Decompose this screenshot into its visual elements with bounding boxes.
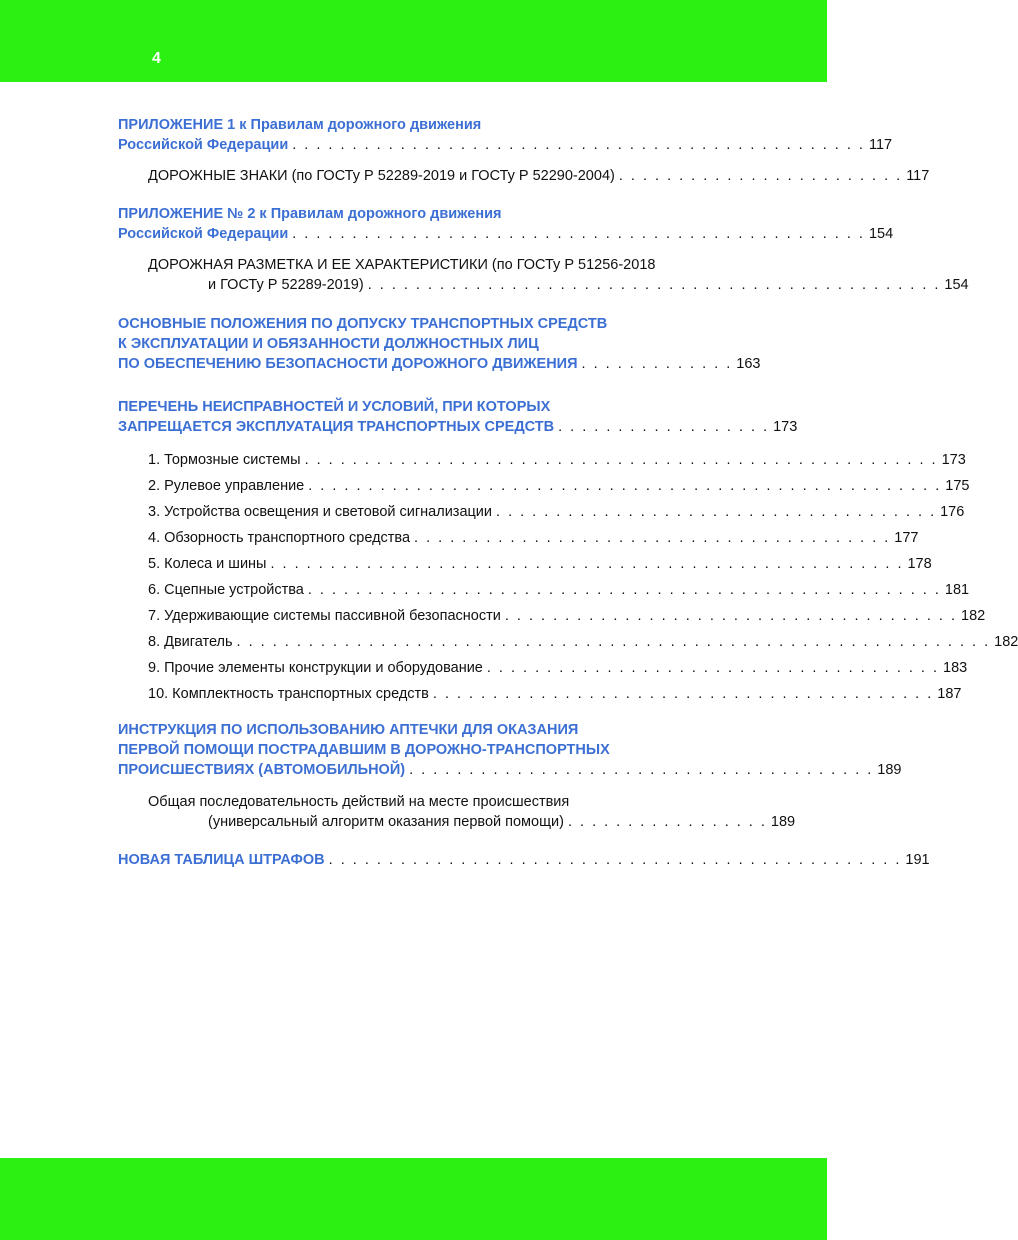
toc-entry[interactable] (148, 632, 1018, 652)
toc-entry-page: 154 (944, 277, 969, 293)
toc-entry-page: 182 (961, 608, 986, 624)
leader-dots: . . . . . . . . . . . . . . . . . . . . . . . . . . . . . . . . . . . . . . (504, 608, 957, 624)
toc-entry-title: ЗАПРЕЩАЕТСЯ ЭКСПЛУАТАЦИЯ ТРАНСПОРТНЫХ СРЕДСТВ (118, 419, 555, 435)
toc-entry-page: 173 (773, 419, 798, 435)
toc-entry-page: 173 (941, 452, 966, 468)
toc-entry-page: 175 (945, 478, 970, 494)
leader-dots: . . . . . . . . . . . . . . . . . . . . . . . . . . . . . . . . . . . . . . . . . . . . . . . . (292, 137, 865, 153)
toc-entry-title: Российской Федерации (118, 226, 289, 242)
toc-entry-title: 5. Колеса и шины (148, 556, 267, 572)
toc-entry-title: ДОРОЖНЫЕ ЗНАКИ (по ГОСТу Р 52289-2019 и ГОСТу Р 52290-2004) (148, 168, 615, 184)
toc-entry[interactable] (148, 684, 962, 704)
toc-entry-page: 189 (877, 762, 902, 778)
toc-entry-page: 154 (868, 226, 894, 242)
toc-entry[interactable] (148, 606, 986, 626)
toc-entry-page: 189 (770, 814, 796, 830)
toc-heading-line: ПЕРВОЙ ПОМОЩИ ПОСТРАДАВШИМ В ДОРОЖНО-ТРАНСПОРТНЫХ (118, 742, 610, 758)
toc-entry[interactable] (208, 275, 969, 295)
leader-dots: . . . . . . . . . . . . . . . . . . . . . . . . . . . . . . . . . . . . . . . . . . . . . . . . (367, 277, 941, 293)
toc-entry[interactable] (118, 224, 894, 244)
toc-entry-title: 2. Рулевое управление (148, 478, 305, 494)
toc-entry[interactable] (148, 476, 970, 496)
toc-entry-title: 8. Двигатель (148, 634, 233, 650)
toc-entry-title: 7. Удерживающие системы пассивной безопасности (148, 608, 501, 624)
toc-entry-page: 181 (944, 582, 970, 598)
leader-dots: . . . . . . . . . . . . . . . . . . . . . . . . . . . . . . . . . . . . . . . . . . . . . . . . . . . . . (307, 582, 941, 598)
page-number: 4 (152, 50, 161, 67)
toc-entry[interactable] (148, 554, 932, 574)
toc-entry-title: 1. Тормозные системы (148, 452, 301, 468)
toc-entry[interactable] (148, 450, 966, 470)
toc-heading-line: ОСНОВНЫЕ ПОЛОЖЕНИЯ ПО ДОПУСКУ ТРАНСПОРТНЫХ СРЕДСТВ (118, 316, 608, 332)
toc-heading-line: ПЕРЕЧЕНЬ НЕИСПРАВНОСТЕЙ И УСЛОВИЙ, ПРИ КОТОРЫХ (118, 399, 551, 415)
toc-entry[interactable] (118, 417, 798, 437)
toc-entry-page: 163 (736, 356, 761, 372)
toc-entry[interactable] (208, 812, 796, 832)
toc-entry[interactable] (148, 528, 919, 548)
leader-dots: . . . . . . . . . . . . . . . . . . . . . . . . . . . . . . . . . . . . . . . (409, 762, 874, 778)
toc-entry-title: и ГОСТу Р 52289-2019) (208, 277, 364, 293)
leader-dots: . . . . . . . . . . . . . . . . . . . . . . . . . . . . . . . . . . . . . . . . . . (432, 686, 934, 702)
toc-heading-line: ПРИЛОЖЕНИЕ № 2 к Правилам дорожного движения (118, 206, 502, 222)
toc-entry-title: Российской Федерации (118, 137, 289, 153)
toc-entry-page: 117 (868, 137, 893, 153)
toc-entry-title: НОВАЯ ТАБЛИЦА ШТРАФОВ (118, 852, 325, 868)
toc-entry-page: 191 (905, 852, 930, 868)
toc-entry[interactable] (148, 502, 965, 522)
toc-entry[interactable] (148, 658, 968, 678)
bottom-green-band (0, 1158, 827, 1240)
toc-entry[interactable] (148, 166, 930, 186)
toc-entry-page: 178 (907, 556, 932, 572)
toc-entry[interactable] (148, 580, 970, 600)
toc-entry-title: ПРОИСШЕСТВИЯХ (АВТОМОБИЛЬНОЙ) (118, 762, 406, 778)
toc-entry-page: 177 (894, 530, 919, 546)
toc-entry-title: 4. Обзорность транспортного средства (148, 530, 411, 546)
toc-entry-page: 183 (943, 660, 968, 676)
toc-entry[interactable] (118, 850, 930, 870)
toc-entry[interactable] (118, 135, 893, 155)
leader-dots: . . . . . . . . . . . . . . . . . . . . . . . . . . . . . . . . . . . . . . . . . . . . . . . . . . . . . (304, 452, 938, 468)
leader-dots: . . . . . . . . . . . . . (581, 356, 733, 372)
toc-subentry-line: Общая последовательность действий на месте происшествия (148, 794, 570, 810)
leader-dots: . . . . . . . . . . . . . . . . . . . . . . . . . . . . . . . . . . . . . . . . (414, 530, 891, 546)
toc-entry-page: 117 (906, 168, 930, 184)
toc-entry-page: 182 (994, 634, 1018, 650)
toc-entry-title: 3. Устройства освещения и световой сигнализации (148, 504, 493, 520)
toc-entry-title: 6. Сцепные устройства (148, 582, 304, 598)
toc-entry[interactable] (118, 354, 761, 374)
leader-dots: . . . . . . . . . . . . . . . . . (567, 814, 767, 830)
toc-entry-title: ПО ОБЕСПЕЧЕНИЮ БЕЗОПАСНОСТИ ДОРОЖНОГО ДВИЖЕНИЯ (118, 356, 578, 372)
toc-heading-line: ПРИЛОЖЕНИЕ 1 к Правилам дорожного движения (118, 117, 482, 133)
toc-heading-line: ИНСТРУКЦИЯ ПО ИСПОЛЬЗОВАНИЮ АПТЕЧКИ ДЛЯ ОКАЗАНИЯ (118, 722, 579, 738)
toc-entry[interactable] (118, 760, 902, 780)
leader-dots: . . . . . . . . . . . . . . . . . . . . . . . . . . . . . . . . . . . . . . . . . . . . . . . . (328, 852, 902, 868)
toc-heading-line: К ЭКСПЛУАТАЦИИ И ОБЯЗАННОСТИ ДОЛЖНОСТНЫХ ЛИЦ (118, 336, 539, 352)
leader-dots: . . . . . . . . . . . . . . . . . . . . . . . . (618, 168, 903, 184)
toc-subentry-line: ДОРОЖНАЯ РАЗМЕТКА И ЕЕ ХАРАКТЕРИСТИКИ (по ГОСТу Р 51256-2018 (148, 257, 656, 273)
toc-entry-title: 10. Комплектность транспортных средств (148, 686, 429, 702)
toc-entry-title: 9. Прочие элементы конструкции и оборудование (148, 660, 483, 676)
leader-dots: . . . . . . . . . . . . . . . . . . . . . . . . . . . . . . . . . . . . . . . . . . . . . . . . . . . . . (270, 556, 904, 572)
toc-entry-page: 176 (940, 504, 965, 520)
leader-dots: . . . . . . . . . . . . . . . . . . . . . . . . . . . . . . . . . . . . . . . . . . . . . . . . . . . . . . . . . . . . . . . (236, 634, 991, 650)
leader-dots: . . . . . . . . . . . . . . . . . . . . . . . . . . . . . . . . . . . . . . . . . . . . . . . . . . . . . (308, 478, 942, 494)
toc-entry-page: 187 (937, 686, 962, 702)
leader-dots: . . . . . . . . . . . . . . . . . . . . . . . . . . . . . . . . . . . . . . (486, 660, 940, 676)
leader-dots: . . . . . . . . . . . . . . . . . . . . . . . . . . . . . . . . . . . . . (496, 504, 937, 520)
toc-entry-title: (универсальный алгоритм оказания первой помощи) (208, 814, 564, 830)
leader-dots: . . . . . . . . . . . . . . . . . . (558, 419, 770, 435)
leader-dots: . . . . . . . . . . . . . . . . . . . . . . . . . . . . . . . . . . . . . . . . . . . . . . . . (292, 226, 865, 242)
